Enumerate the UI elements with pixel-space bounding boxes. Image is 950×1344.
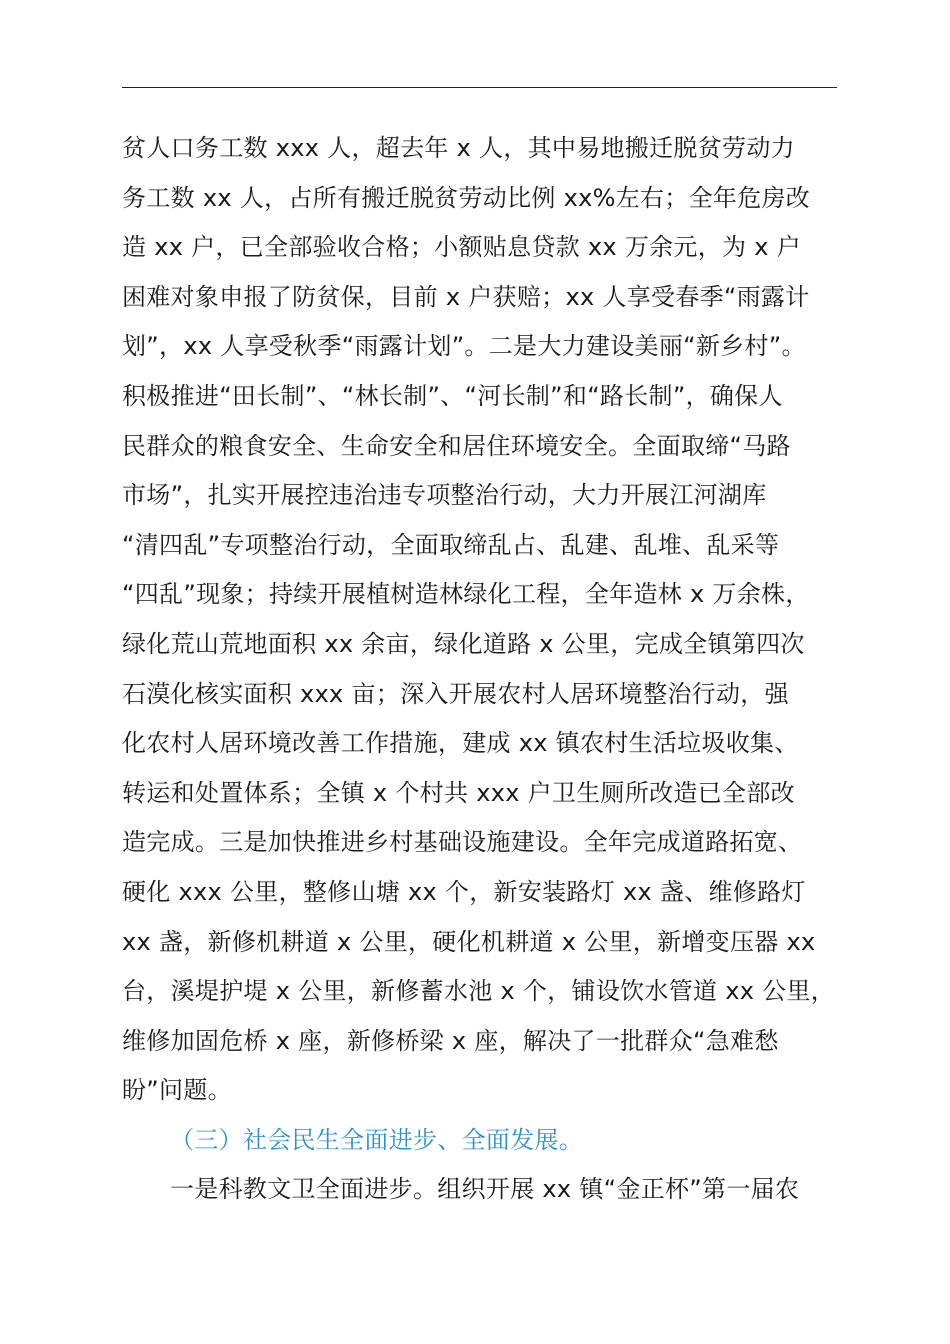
paragraph-line: 石漠化核实面积 xxx 亩；深入开展农村人居环境整治行动，强 (122, 679, 789, 708)
paragraph-line: 一是科教文卫全面进步。组织开展 xx 镇“金正杯”第一届农 (170, 1175, 800, 1204)
paragraph-line: 转运和处置体系；全镇 x 个村共 xxx 户卫生厕所改造已全部改 (122, 778, 795, 807)
paragraph-line: 贫人口务工数 xxx 人，超去年 x 人，其中易地搬迁脱贫劳动力 (122, 134, 795, 162)
body-text (122, 124, 862, 1215)
paragraph-line: 积极推进“田长制”、“林长制”、“河长制”和“路长制”，确保人 (122, 381, 783, 410)
paragraph-line: 台，溪堤护堤 x 公里，新修蓄水池 x 个，铺设饮水管道 xx 公里， (122, 977, 836, 1006)
paragraph-line: 困难对象申报了防贫保，目前 x 户获赔；xx 人享受春季“雨露计 (122, 282, 810, 311)
paragraph-line: 务工数 xx 人，占所有搬迁脱贫劳动比例 xx%左右；全年危房改 (122, 183, 811, 212)
paragraph-line: 维修加固危桥 x 座，新修桥梁 x 座，解决了一批群众“急难愁 (122, 1026, 779, 1055)
paragraph-line: 造 xx 户，已全部验收合格；小额贴息贷款 xx 万余元，为 x 户 (122, 233, 801, 262)
paragraph-line: “清四乱”专项整治行动，全面取缔乱占、乱建、乱堆、乱采等 (122, 530, 780, 559)
paragraph-line: 硬化 xxx 公里，整修山塘 xx 个，新安装路灯 xx 盏、维修路灯 (122, 877, 806, 906)
section-heading: （三）社会民生全面进步、全面发展。 (170, 1125, 584, 1154)
paragraph-line: 绿化荒山荒地面积 xx 余亩，绿化道路 x 公里，完成全镇第四次 (122, 629, 805, 658)
paragraph-line: 造完成。三是加快推进乡村基础设施建设。全年完成道路拓宽、 (122, 828, 803, 857)
paragraph-line: 化农村人居环境改善工作措施，建成 xx 镇农村生活垃圾收集、 (122, 729, 799, 758)
paragraph-line: 市场”，扎实开展控违治违专项整治行动，大力开展江河湖库 (122, 481, 767, 510)
header-divider (122, 87, 837, 88)
paragraph-line: 民群众的粮食安全、生命安全和居住环境安全。全面取缔“马路 (122, 431, 791, 460)
paragraph-line: 盼”问题。 (122, 1076, 232, 1105)
paragraph-line: xx 盏，新修机耕道 x 公里，硬化机耕道 x 公里，新增变压器 xx (122, 927, 816, 956)
paragraph-line: 划”，xx 人享受秋季“雨露计划”。二是大力建设美丽“新乡村”。 (122, 332, 806, 361)
paragraph-line: “四乱”现象；持续开展植树造林绿化工程，全年造林 x 万余株， (122, 580, 810, 609)
